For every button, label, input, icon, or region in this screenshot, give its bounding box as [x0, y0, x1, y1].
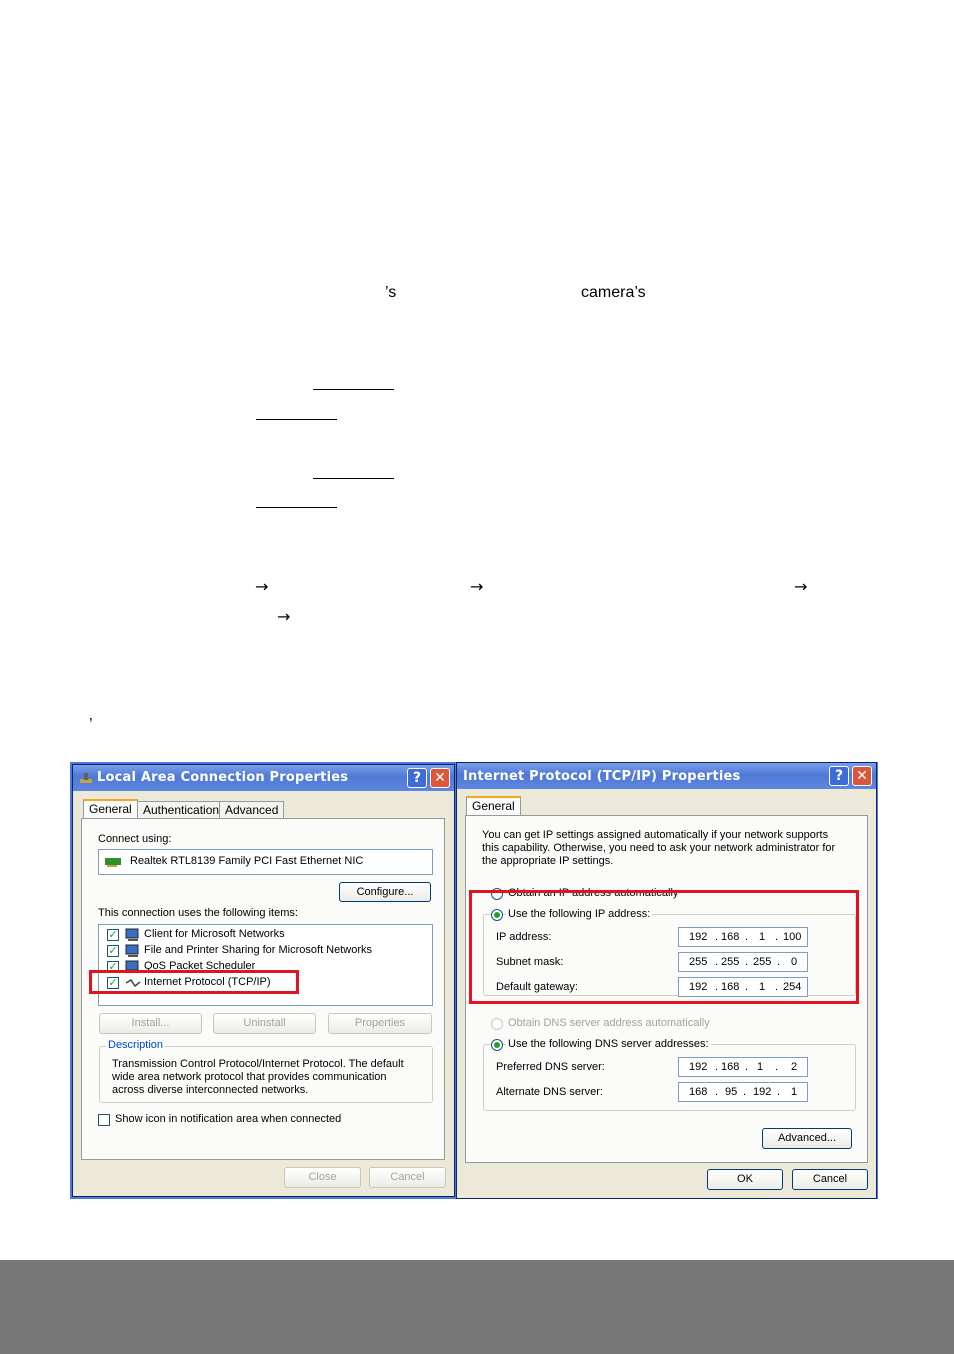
default-gateway-label: Default gateway:: [496, 981, 578, 993]
close-button[interactable]: Close: [284, 1167, 361, 1188]
close-icon[interactable]: ✕: [430, 768, 450, 788]
ip-octet: 1: [759, 931, 766, 943]
info-text: this capability. Otherwise, you need to ask your network administrator for: [482, 842, 836, 854]
item-checkbox[interactable]: ✓: [108, 976, 118, 989]
show-icon-label: Show icon in notification area when connected: [115, 1113, 342, 1125]
obtain-dns-auto-label: Obtain DNS server address automatically: [508, 1017, 710, 1029]
ip-octet: 100: [783, 931, 802, 943]
ip-address-field[interactable]: 192 . 168 . 1 . 100: [678, 927, 808, 947]
item-checkbox[interactable]: ✓: [108, 944, 118, 957]
subnet-octet: 255: [753, 956, 772, 968]
network-client-icon: [125, 928, 141, 942]
item-label: Client for Microsoft Networks: [144, 928, 285, 940]
obtain-ip-auto-label: Obtain an IP address automatically: [508, 887, 679, 899]
arrow-icon: →: [470, 577, 484, 596]
tab-general[interactable]: General: [83, 799, 138, 819]
cancel-button[interactable]: Cancel: [792, 1169, 868, 1190]
doc-fragment-s: ’s: [385, 284, 397, 301]
list-item[interactable]: [99, 927, 429, 943]
connect-using-label: Connect using:: [98, 833, 172, 845]
dns-octet: 168: [689, 1086, 708, 1098]
dns-group: [483, 1038, 856, 1111]
tab-authentication[interactable]: Authentication: [137, 801, 225, 819]
description-text: wide area network protocol that provides communication: [112, 1071, 387, 1083]
preferred-dns-label: Preferred DNS server:: [496, 1061, 605, 1073]
ip-octet: 192: [689, 931, 708, 943]
highlight-ip-settings: [469, 890, 859, 1004]
use-following-ip-label: Use the following IP address:: [508, 908, 651, 920]
gateway-octet: 1: [759, 981, 766, 993]
doc-comma: ’: [89, 716, 93, 733]
dns-octet: 192: [689, 1061, 708, 1073]
description-text: Transmission Control Protocol/Internet Protocol. The default: [112, 1058, 404, 1070]
dns-octet: 1: [757, 1061, 764, 1073]
tcpip-titlebar[interactable]: [457, 763, 876, 789]
help-button[interactable]: ?: [829, 766, 849, 786]
install-button[interactable]: Install...: [99, 1013, 202, 1034]
close-icon[interactable]: ✕: [852, 766, 872, 786]
ip-octet: 168: [721, 931, 740, 943]
tab-advanced[interactable]: Advanced: [219, 801, 284, 819]
dns-octet: 2: [791, 1061, 798, 1073]
subnet-mask-label: Subnet mask:: [496, 956, 564, 968]
show-icon-checkbox[interactable]: [98, 1114, 110, 1126]
item-label: Internet Protocol (TCP/IP): [144, 976, 271, 988]
obtain-dns-auto-radio[interactable]: [491, 1018, 503, 1030]
item-label: QoS Packet Scheduler: [144, 960, 256, 972]
highlight-tcpip-item: [89, 970, 299, 994]
advanced-button[interactable]: Advanced...: [762, 1128, 852, 1149]
underline-1: [313, 389, 394, 390]
subnet-octet: 255: [689, 956, 708, 968]
doc-fragment-camera: camera’s: [581, 284, 646, 301]
arrow-icon: →: [255, 577, 269, 596]
alternate-dns-field[interactable]: 168 . 95 . 192 . 1: [678, 1082, 808, 1102]
dns-octet: 168: [721, 1061, 740, 1073]
file-sharing-icon: [125, 944, 141, 958]
ok-button[interactable]: OK: [707, 1169, 783, 1190]
underline-3: [313, 478, 394, 479]
description-text: across diverse interconnected networks.: [112, 1084, 309, 1096]
description-legend: Description: [108, 1039, 164, 1051]
subnet-octet: 255: [721, 956, 740, 968]
preferred-dns-field[interactable]: 192 . 168 . 1 . 2: [678, 1057, 808, 1077]
alternate-dns-label: Alternate DNS server:: [496, 1086, 603, 1098]
arrow-icon: →: [277, 607, 291, 626]
adapter-field: [98, 849, 433, 875]
lan-dialog-title: Local Area Connection Properties: [97, 770, 349, 785]
lan-titlebar[interactable]: [73, 765, 454, 791]
underline-4: [256, 507, 337, 508]
network-icon: [78, 771, 94, 785]
item-label: File and Printer Sharing for Microsoft Networks: [144, 944, 373, 956]
ip-address-label: IP address:: [496, 931, 552, 943]
use-following-dns-radio[interactable]: [491, 1039, 503, 1051]
gateway-octet: 254: [783, 981, 802, 993]
subnet-mask-field[interactable]: 255 . 255 . 255 . 0: [678, 952, 808, 972]
dns-octet: 1: [791, 1086, 798, 1098]
uninstall-button[interactable]: Uninstall: [213, 1013, 316, 1034]
arrow-icon: →: [794, 577, 808, 596]
nic-icon: [105, 856, 121, 868]
info-text: You can get IP settings assigned automatically if your network supports: [482, 829, 829, 841]
item-checkbox[interactable]: ✓: [108, 960, 118, 973]
configure-button[interactable]: Configure...: [339, 882, 431, 902]
list-item[interactable]: [99, 943, 429, 959]
help-button[interactable]: ?: [407, 768, 427, 788]
dns-octet: 95: [725, 1086, 738, 1098]
tab-general[interactable]: General: [466, 796, 521, 816]
page-footer-band: [0, 1260, 954, 1354]
properties-button[interactable]: Properties: [328, 1013, 432, 1034]
items-label: This connection uses the following items:: [98, 907, 298, 919]
subnet-octet: 0: [791, 956, 798, 968]
description-group: [99, 1039, 433, 1103]
dns-octet: 192: [753, 1086, 772, 1098]
gateway-octet: 192: [689, 981, 708, 993]
default-gateway-field[interactable]: 192 . 168 . 1 . 254: [678, 977, 808, 997]
tcpip-dialog-title: Internet Protocol (TCP/IP) Properties: [463, 769, 741, 784]
use-following-dns-label: Use the following DNS server addresses:: [508, 1038, 709, 1050]
cancel-button[interactable]: Cancel: [369, 1167, 446, 1188]
adapter-name: Realtek RTL8139 Family PCI Fast Ethernet NIC: [130, 855, 364, 867]
info-text: the appropriate IP settings.: [482, 855, 614, 867]
underline-2: [256, 419, 337, 420]
gateway-octet: 168: [721, 981, 740, 993]
item-checkbox[interactable]: ✓: [108, 928, 118, 941]
